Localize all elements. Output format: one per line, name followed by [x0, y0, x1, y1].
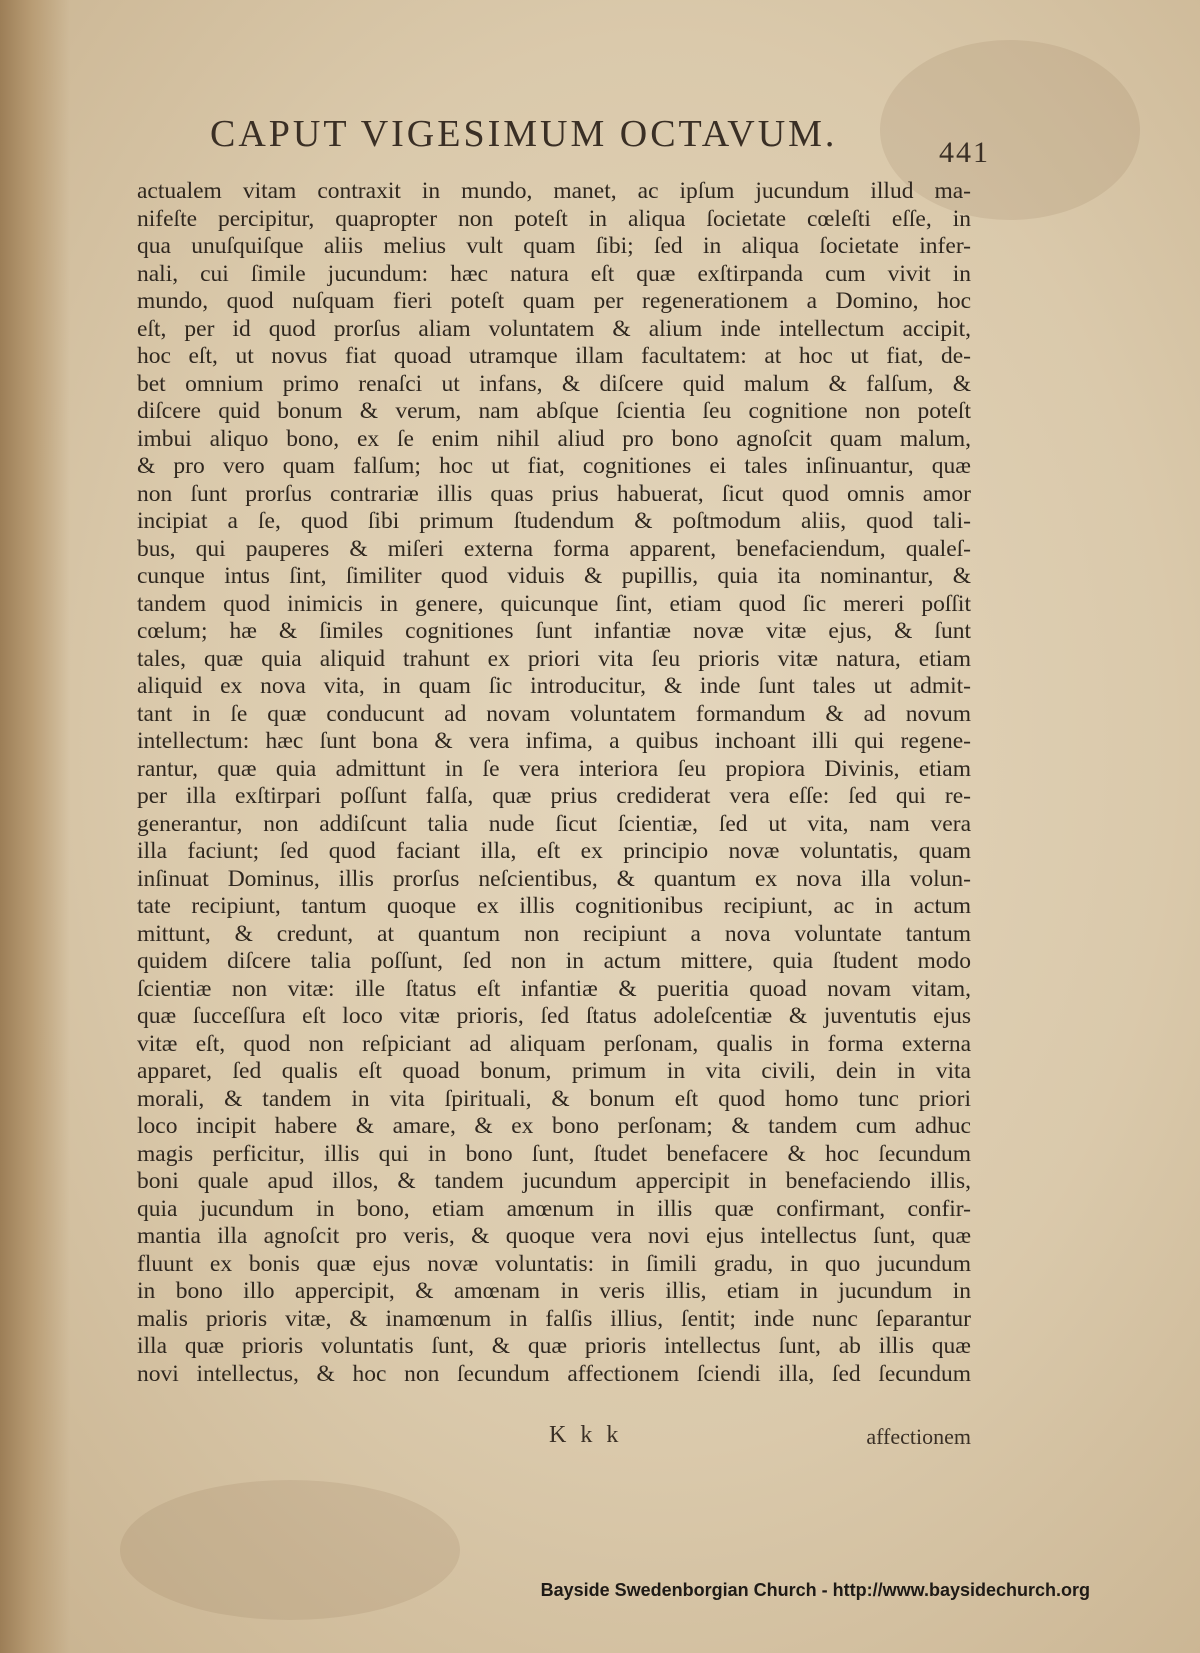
text-line: cunque intus ſint, ſimiliter quod viduis & pupillis, quia ita nominantur, &	[137, 563, 971, 589]
text-line: diſcere quid bonum & verum, nam abſque ſcientia ſeu cognitione non poteſt	[137, 398, 971, 424]
text-line: magis perficitur, illis qui in bono ſunt, ſtudet benefacere & hoc ſecundum	[137, 1140, 971, 1167]
text-line: imbui aliquo bono, ex ſe enim nihil aliud pro bono agnoſcit quam malum,	[137, 425, 971, 452]
text-line: incipiat a ſe, quod ſibi primum ſtudendum & poſtmodum aliis, quod tali-	[137, 508, 971, 534]
text-line: novi intellectus, & hoc non ſecundum affectionem ſciendi illa, ſed ſecundum	[137, 1360, 971, 1387]
text-line: morali, & tandem in vita ſpirituali, & bonum eſt quod homo tunc priori	[137, 1085, 971, 1112]
text-line: tales, quæ quia aliquid trahunt ex priori vita ſeu prioris vitæ natura, etiam	[137, 645, 971, 672]
text-line: boni quale apud illos, & tandem jucundum appercipit in benefaciendo illis,	[137, 1168, 971, 1194]
source-watermark: Bayside Swedenborgian Church - http://www.baysidechurch.org	[540, 1580, 1090, 1600]
text-line: mittunt, & credunt, at quantum non recipiunt a nova voluntate tantum	[137, 920, 971, 947]
text-line: generantur, non addiſcunt talia nude ſicut ſcientiæ, ſed ut vita, nam vera	[137, 810, 971, 837]
text-line: inſinuat Dominus, illis prorſus neſcientibus, & quantum ex nova illa volun-	[137, 865, 971, 892]
text-line: hoc eſt, ut novus fiat quoad utramque illam facultatem: at hoc ut fiat, de-	[137, 343, 971, 369]
text-line: quæ ſucceſſura eſt loco vitæ prioris, ſed ſtatus adoleſcentiæ & juventutis ejus	[137, 1003, 971, 1029]
text-line: eſt, per id quod prorſus aliam voluntatem & alium inde intellectum accipit,	[137, 315, 971, 342]
text-line: mundo, quod nuſquam fieri poteſt quam per regenerationem a Domino, hoc	[137, 288, 971, 314]
paper-stain	[120, 1480, 460, 1620]
text-line: in bono illo appercipit, & amœnam in veris illis, etiam in jucundum in	[137, 1278, 971, 1304]
text-line: nifeſte percipitur, quapropter non poteſt in aliqua ſocietate cœleſti eſſe, in	[137, 205, 971, 232]
text-line: & pro vero quam falſum; hoc ut fiat, cognitiones ei tales inſinuantur, quæ	[137, 453, 971, 479]
catchword: affectionem	[866, 1424, 971, 1449]
text-line: qua unuſquiſque aliis melius vult quam ſibi; ſed in aliqua ſocietate infer-	[137, 233, 971, 259]
running-header	[210, 112, 990, 172]
signature-mark: K k k	[549, 1422, 623, 1448]
text-line: tant in ſe quæ conducunt ad novam voluntatem formandum & ad novum	[137, 700, 971, 727]
text-line: illa quæ prioris voluntatis ſunt, & quæ prioris intellectus ſunt, ab illis quæ	[137, 1333, 971, 1359]
text-line: per illa exſtirpari poſſunt falſa, quæ prius crediderat vera eſſe: ſed qui re-	[137, 783, 971, 809]
text-line: actualem vitam contraxit in mundo, manet, ac ipſum jucundum illud ma-	[137, 178, 971, 204]
text-line: loco incipit habere & amare, & ex bono perſonam; & tandem cum adhuc	[137, 1113, 971, 1139]
text-line: cœlum; hæ & ſimiles cognitiones ſunt infantiæ novæ vitæ ejus, & ſunt	[137, 618, 971, 644]
text-line: intellectum: hæc ſunt bona & vera infima, a quibus inchoant illi qui regene-	[137, 728, 971, 754]
page-gutter-shadow	[0, 0, 70, 1653]
text-line: nali, cui ſimile jucundum: hæc natura eſt quæ exſtirpanda cum vivit in	[137, 260, 971, 287]
text-line: tandem quod inimicis in genere, quicunque ſint, etiam quod ſic mereri poſſit	[137, 590, 971, 617]
text-line: rantur, quæ quia admittunt in ſe vera interiora ſeu propiora Divinis, etiam	[137, 755, 971, 782]
text-line: ſcientiæ non vitæ: ille ſtatus eſt infantiæ & pueritia quoad novam vitam,	[137, 975, 971, 1002]
text-line: illa faciunt; ſed quod faciant illa, eſt ex principio novæ voluntatis, quam	[137, 838, 971, 864]
running-title: CAPUT VIGESIMUM OCTAVUM.	[210, 113, 838, 155]
text-line: vitæ eſt, quod non reſpiciant ad aliquam perſonam, qualis in forma externa	[137, 1030, 971, 1057]
text-line: aliquid ex nova vita, in quam ſic introducitur, & inde ſunt tales ut admit-	[137, 673, 971, 699]
page-number: 441	[939, 136, 990, 169]
text-line: non ſunt prorſus contrariæ illis quas prius habuerat, ſicut quod omnis amor	[137, 480, 971, 507]
text-line: mantia illa agnoſcit pro veris, & quoque vera novi ejus intellectus ſunt, quæ	[137, 1223, 971, 1249]
page-footer	[137, 1422, 971, 1450]
text-line: quidem diſcere talia poſſunt, ſed non in actum mittere, quia ſtudent modo	[137, 948, 971, 974]
text-line: quia jucundum in bono, etiam amœnum in illis quæ confirmant, confir-	[137, 1195, 971, 1222]
text-line: bus, qui pauperes & miſeri externa forma apparent, benefaciendum, qualeſ-	[137, 535, 971, 562]
text-line: fluunt ex bonis quæ ejus novæ voluntatis: in ſimili gradu, in quo jucundum	[137, 1250, 971, 1277]
text-line: malis prioris vitæ, & inamœnum in falſis illius, ſentit; inde nunc ſeparantur	[137, 1305, 971, 1332]
text-line: tate recipiunt, tantum quoque ex illis cognitionibus recipiunt, ac in actum	[137, 893, 971, 919]
text-line: bet omnium primo renaſci ut infans, & diſcere quid malum & falſum, &	[137, 370, 971, 397]
body-text	[137, 178, 971, 1388]
text-line: apparet, ſed qualis eſt quoad bonum, primum in vita civili, dein in vita	[137, 1058, 971, 1084]
